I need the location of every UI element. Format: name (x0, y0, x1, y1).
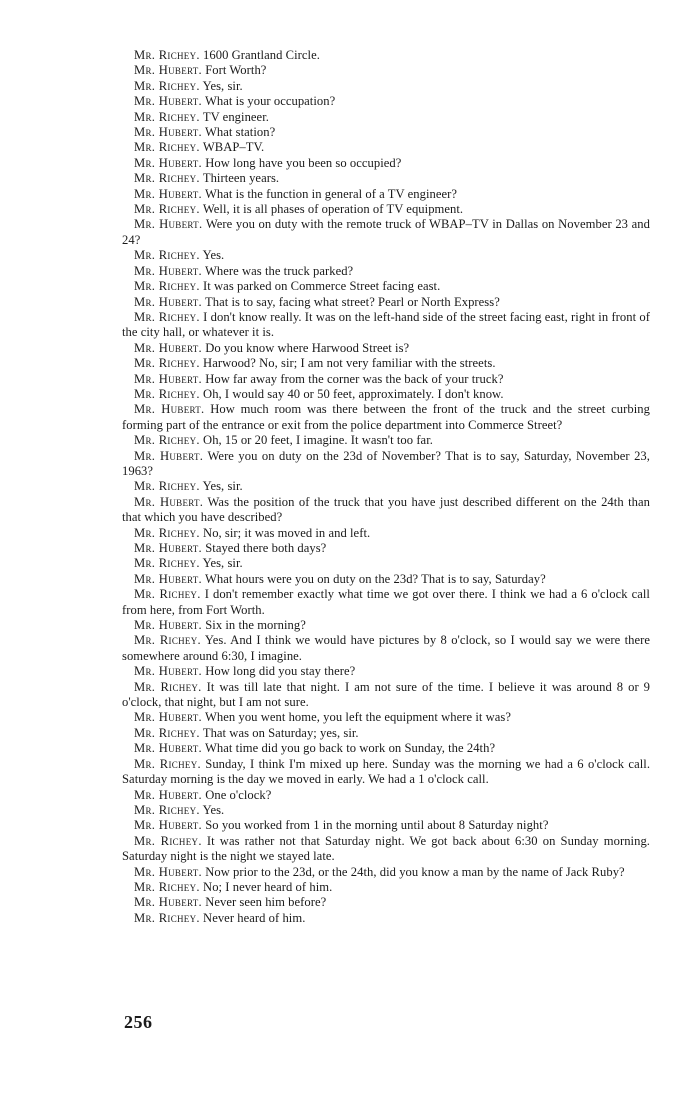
testimony-text: So you worked from 1 in the morning until about 8 Saturday night? (205, 818, 549, 833)
testimony-text: Were you on duty on the 23d of November? That is to say, Saturday, November 23, 1963? (122, 448, 650, 478)
testimony-paragraph (122, 387, 650, 402)
speaker-name: Mr. Hubert. (134, 494, 204, 509)
testimony-paragraph (122, 479, 650, 494)
speaker-name: Mr. Richey. (134, 279, 200, 294)
testimony-paragraph (122, 526, 650, 541)
testimony-text: Were you on duty with the remote truck of WBAP–TV in Dallas on November 23 and 24? (122, 217, 650, 247)
testimony-text: Thirteen years. (202, 171, 280, 186)
speaker-name: Mr. Hubert. (134, 402, 205, 417)
testimony-text: How long did you stay there? (205, 664, 356, 679)
page-number: 256 (124, 1012, 153, 1032)
testimony-paragraph (122, 279, 650, 294)
testimony-paragraph (122, 48, 650, 63)
testimony-text: Oh, I would say 40 or 50 feet, approximately. I don't know. (203, 386, 504, 401)
speaker-name: Mr. Hubert. (134, 864, 203, 879)
testimony-paragraph (122, 556, 650, 571)
speaker-name: Mr. Richey. (134, 248, 200, 263)
speaker-name: Mr. Hubert. (134, 125, 203, 140)
speaker-name: Mr. Hubert. (134, 787, 203, 802)
testimony-paragraph (122, 541, 650, 556)
testimony-text: What is the function in general of a TV engineer? (205, 186, 458, 201)
testimony-paragraph (122, 171, 650, 186)
testimony-text: Stayed there both days? (205, 541, 327, 555)
testimony-text: Fort Worth? (205, 63, 267, 78)
testimony-text: Never seen him before? (205, 895, 327, 910)
testimony-text: That was on Saturday; yes, sir. (202, 725, 359, 740)
testimony-paragraph (122, 110, 650, 125)
speaker-name: Mr. Hubert. (134, 371, 203, 386)
testimony-paragraph (122, 618, 650, 633)
speaker-name: Mr. Hubert. (134, 263, 203, 278)
speaker-name: Mr. Richey. (134, 910, 200, 925)
testimony-paragraph (122, 125, 650, 140)
speaker-name: Mr. Hubert. (134, 664, 203, 679)
speaker-name: Mr. Hubert. (134, 618, 203, 633)
testimony-paragraph (122, 63, 650, 78)
testimony-text: 1600 Grantland Circle. (203, 48, 320, 62)
testimony-paragraph (122, 572, 650, 587)
testimony-paragraph (122, 94, 650, 109)
testimony-paragraph (122, 880, 650, 895)
testimony-paragraph (122, 372, 650, 387)
testimony-text: Now prior to the 23d, or the 24th, did you know a man by the name of Jack Ruby? (205, 864, 625, 879)
testimony-paragraph (122, 495, 650, 526)
speaker-name: Mr. Richey. (134, 633, 201, 648)
speaker-name: Mr. Richey. (134, 109, 200, 124)
testimony-paragraph (122, 217, 650, 248)
testimony-text: How long have you been so occupied? (205, 155, 402, 170)
speaker-name: Mr. Richey. (134, 309, 200, 324)
testimony-paragraph (122, 710, 650, 725)
speaker-name: Mr. Hubert. (134, 448, 204, 463)
speaker-name: Mr. Hubert. (134, 541, 203, 555)
testimony-paragraph (122, 895, 650, 910)
testimony-paragraph (122, 741, 650, 756)
speaker-name: Mr. Richey. (134, 171, 200, 186)
speaker-name: Mr. Richey. (134, 679, 202, 694)
testimony-paragraph (122, 757, 650, 788)
speaker-name: Mr. Richey. (134, 48, 200, 62)
testimony-text: Well, it is all phases of operation of TV equipment. (202, 202, 464, 217)
testimony-text: Was the position of the truck that you have just described different on the 24th than that which you have described? (122, 494, 650, 525)
testimony-paragraph (122, 633, 650, 664)
testimony-text: It was rather not that Saturday night. We got back about 6:30 on Sunday morning. Saturday night is the night we stayed late. (122, 833, 650, 864)
testimony-paragraph (122, 295, 650, 310)
testimony-text: Yes. (202, 802, 225, 817)
testimony-text: Do you know where Harwood Street is? (205, 340, 410, 355)
testimony-text: No, sir; it was moved in and left. (203, 525, 371, 540)
testimony-paragraph (122, 187, 650, 202)
speaker-name: Mr. Richey. (134, 386, 200, 401)
testimony-paragraph (122, 356, 650, 371)
testimony-paragraph (122, 449, 650, 480)
testimony-text: Six in the morning? (205, 618, 306, 633)
testimony-paragraph (122, 202, 650, 217)
speaker-name: Mr. Richey. (134, 479, 200, 494)
testimony-text: Yes, sir. (202, 78, 243, 93)
testimony-paragraph (122, 788, 650, 803)
speaker-name: Mr. Hubert. (134, 340, 203, 355)
speaker-name: Mr. Hubert. (134, 155, 203, 170)
testimony-text: WBAP–TV. (202, 140, 265, 155)
testimony-paragraph (122, 310, 650, 341)
testimony-paragraph (122, 803, 650, 818)
testimony-paragraph (122, 865, 650, 880)
speaker-name: Mr. Richey. (134, 433, 200, 448)
speaker-name: Mr. Richey. (134, 356, 200, 371)
speaker-name: Mr. Hubert. (134, 741, 203, 756)
testimony-paragraph (122, 156, 650, 171)
speaker-name: Mr. Hubert. (134, 710, 203, 725)
speaker-name: Mr. Hubert. (134, 63, 203, 78)
testimony-paragraph (122, 680, 650, 711)
testimony-paragraph (122, 911, 650, 926)
speaker-name: Mr. Hubert. (134, 186, 203, 201)
testimony-text: What is your occupation? (205, 94, 336, 109)
testimony-paragraph (122, 79, 650, 94)
speaker-name: Mr. Richey. (134, 802, 200, 817)
speaker-name: Mr. Richey. (134, 587, 201, 602)
testimony-text: Yes, sir. (202, 556, 243, 571)
testimony-text: Harwood? No, sir; I am not very familiar with the streets. (203, 356, 496, 371)
testimony-paragraph (122, 834, 650, 865)
testimony-text: Yes. And I think we would have pictures by 8 o'clock, so I would say we were there somewhere around 6:30, I imagine. (122, 633, 651, 663)
testimony-paragraph (122, 248, 650, 263)
testimony-paragraph (122, 664, 650, 679)
speaker-name: Mr. Richey. (134, 78, 200, 93)
testimony-text: When you went home, you left the equipment where it was? (205, 710, 512, 725)
testimony-text: One o'clock? (205, 787, 272, 802)
testimony-text: No; I never heard of him. (203, 879, 333, 894)
testimony-text: How far away from the corner was the back of your truck? (205, 371, 504, 386)
speaker-name: Mr. Richey. (134, 833, 202, 848)
testimony-paragraph (122, 726, 650, 741)
testimony-text: I don't know really. It was on the left-hand side of the street facing east, right in front of the city hall, or whatever it is. (122, 309, 651, 340)
testimony-paragraph (122, 587, 650, 618)
testimony-text: What station? (205, 125, 276, 140)
speaker-name: Mr. Richey. (134, 525, 200, 540)
testimony-text: Oh, 15 or 20 feet, I imagine. It wasn't too far. (203, 433, 433, 448)
speaker-name: Mr. Richey. (134, 879, 200, 894)
speaker-name: Mr. Richey. (134, 556, 200, 571)
speaker-name: Mr. Richey. (134, 202, 200, 217)
speaker-name: Mr. Hubert. (134, 294, 203, 309)
testimony-text: I don't remember exactly what time we got over there. I think we had a 6 o'clock call from here, from Fort Worth. (122, 587, 650, 617)
testimony-text: Sunday, I think I'm mixed up here. Sunday was the morning we had a 6 o'clock call. Saturday morning is the day we moved in early. We had a 1 o'clock call. (122, 756, 651, 787)
testimony-text: Never heard of him. (203, 910, 306, 925)
testimony-transcript (122, 48, 650, 926)
speaker-name: Mr. Richey. (134, 725, 200, 740)
testimony-text: How much room was there between the front of the truck and the street curbing forming part of the entrance or exit from the police department into Commerce Street? (122, 402, 650, 432)
testimony-text: Yes, sir. (202, 479, 243, 494)
speaker-name: Mr. Richey. (134, 756, 201, 771)
testimony-text: It was parked on Commerce Street facing east. (203, 279, 441, 294)
document-page (122, 48, 650, 926)
speaker-name: Mr. Hubert. (134, 217, 203, 232)
speaker-name: Mr. Hubert. (134, 818, 203, 833)
testimony-paragraph (122, 402, 650, 433)
testimony-text: What time did you go back to work on Sunday, the 24th? (205, 741, 496, 756)
testimony-paragraph (122, 264, 650, 279)
testimony-paragraph (122, 818, 650, 833)
testimony-text: TV engineer. (202, 109, 269, 124)
speaker-name: Mr. Hubert. (134, 571, 203, 586)
testimony-paragraph (122, 140, 650, 155)
testimony-text: It was till late that night. I am not sure of the time. I believe it was around 8 or 9 o'clock, that night, but I am not sure. (122, 679, 651, 710)
testimony-text: That is to say, facing what street? Pearl or North Express? (205, 294, 500, 309)
testimony-text: What hours were you on duty on the 23d? That is to say, Saturday? (205, 571, 546, 586)
testimony-paragraph (122, 341, 650, 356)
testimony-text: Where was the truck parked? (205, 263, 354, 278)
testimony-paragraph (122, 433, 650, 448)
speaker-name: Mr. Richey. (134, 140, 200, 155)
testimony-text: Yes. (202, 248, 225, 263)
speaker-name: Mr. Hubert. (134, 94, 203, 109)
speaker-name: Mr. Hubert. (134, 895, 203, 910)
